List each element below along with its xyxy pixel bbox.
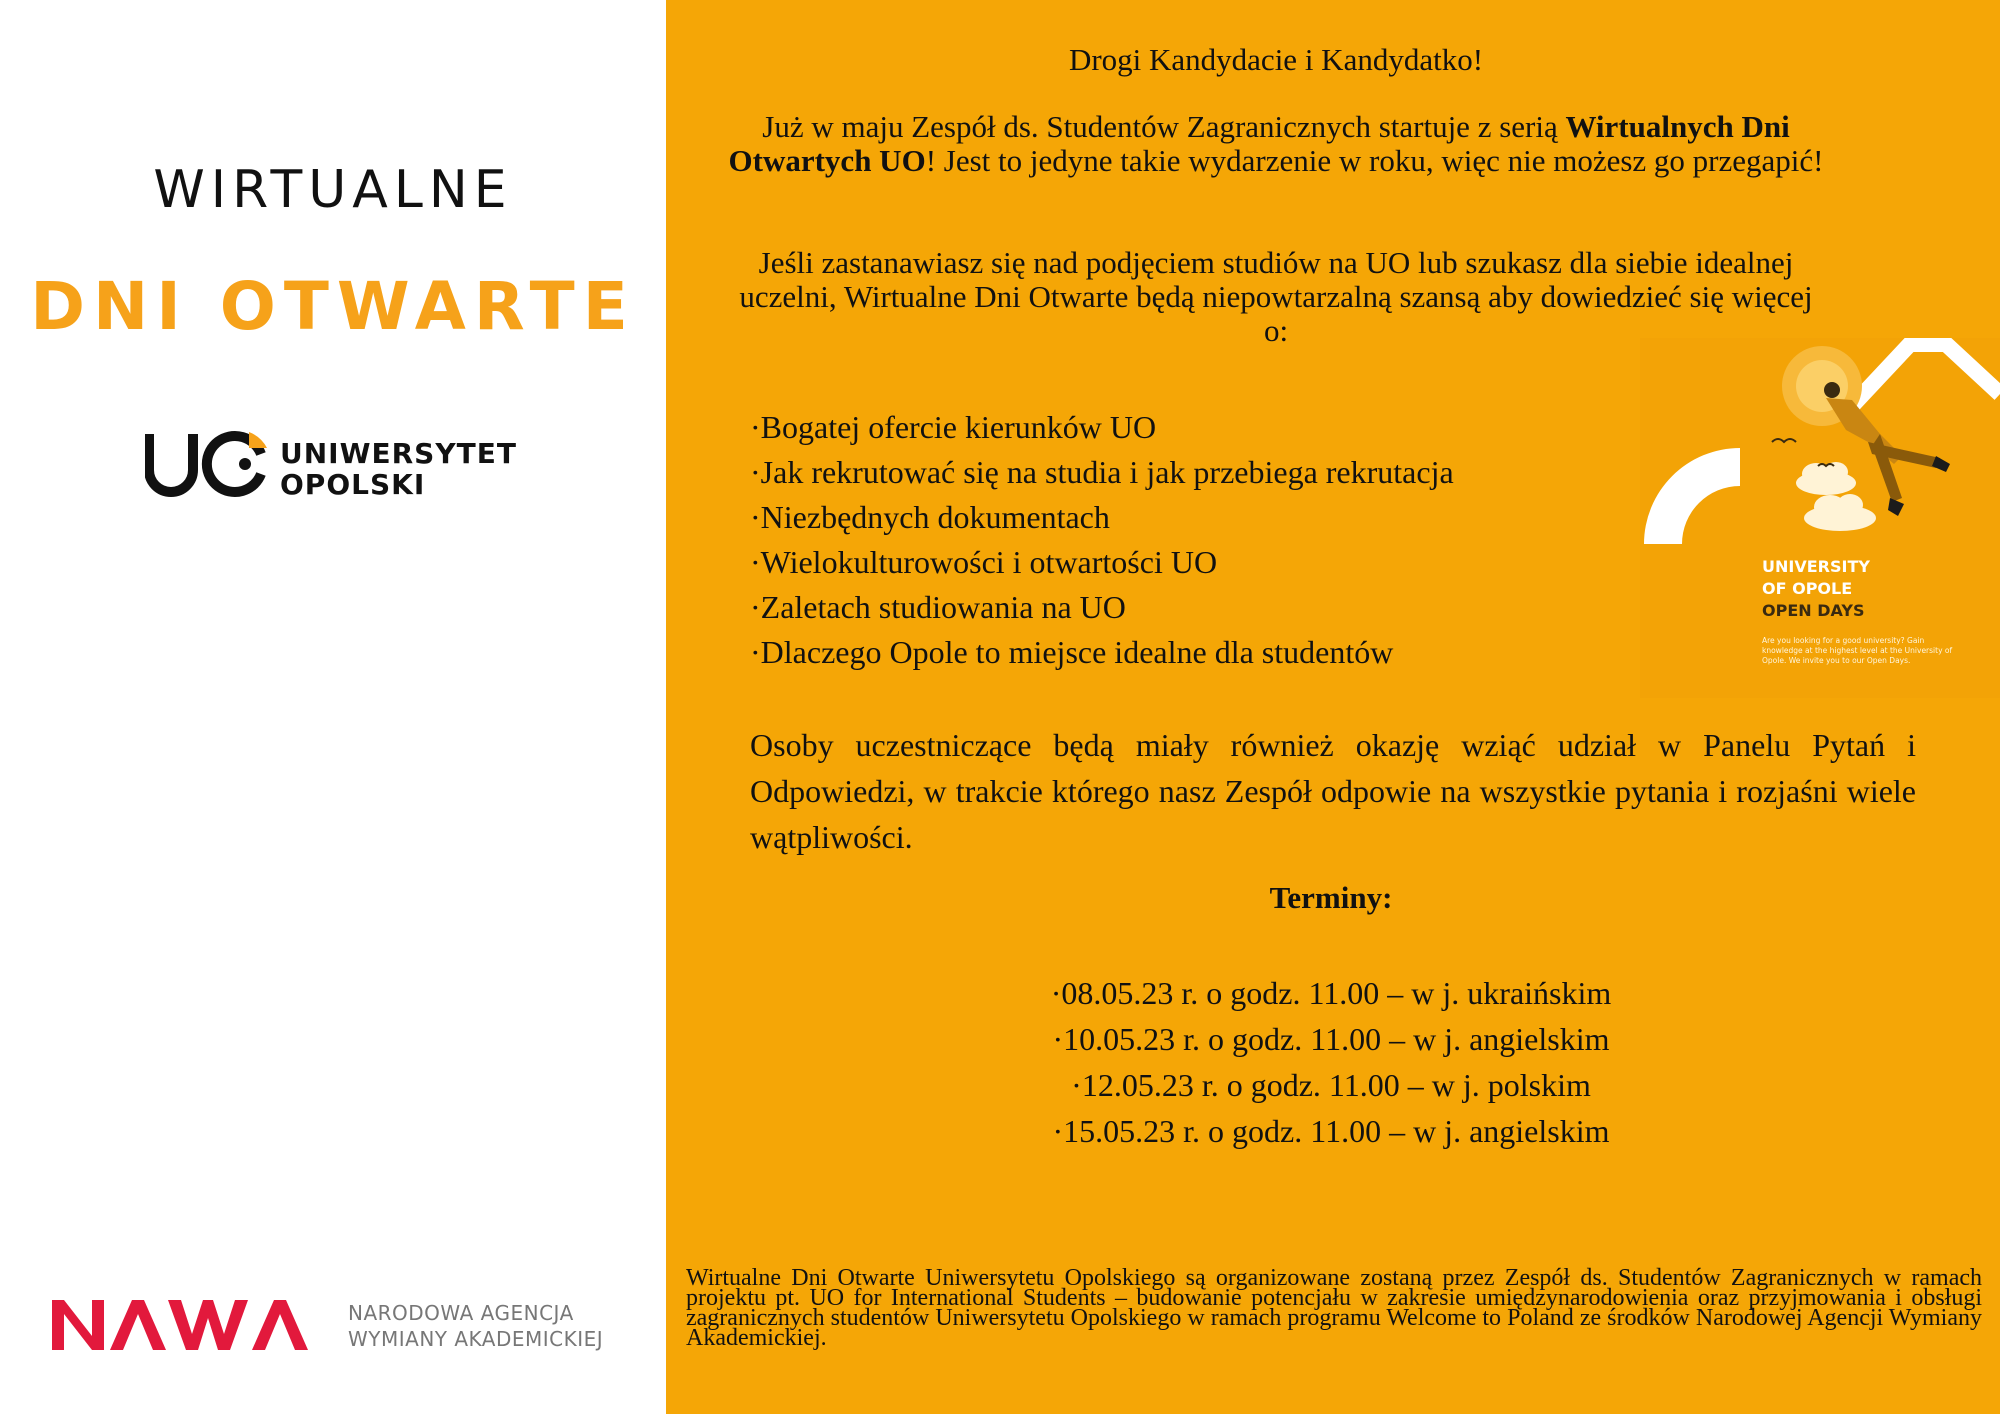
list-item: ·Zaletach studiowania na UO	[750, 589, 1126, 625]
footer-note: Wirtualne Dni Otwarte Uniwersytetu Opolskiego są organizowane zostaną przez Zespół ds. Studentów Zagranicznych w ramach projektu pt. UO for International Students – budowanie potencjału w zakresie umiędzynarodowienia oraz przyjmowania i obsługi zagranicznych studentów Uniwersytetu Opolskiego w ramach programu Welcome to Poland ze środków Narodowej Agencji Wymiany Akademickiej.	[686, 1265, 1982, 1351]
open-days-promo-image	[1640, 338, 2000, 698]
list-item: ·Wielokulturowości i otwartości UO	[750, 544, 1218, 580]
intro-text-a: Już w maju Zespół ds. Studentów Zagranicznych startuje z serią	[762, 109, 1566, 144]
card-title-line1: UNIVERSITY	[1762, 557, 1870, 576]
dates-list	[666, 970, 1996, 1154]
date-item: ·08.05.23 r. o godz. 11.00 – w j. ukraińskim	[1050, 975, 1612, 1011]
nawa-logo-text	[348, 1300, 603, 1352]
date-item: ·10.05.23 r. o godz. 11.00 – w j. angielskim	[1052, 1021, 1610, 1057]
open-days-title	[1762, 556, 1870, 622]
intro-paragraph	[726, 110, 1826, 178]
list-item: ·Dlaczego Opole to miejsce idealne dla studentów	[750, 634, 1394, 670]
card-title-line2: OF OPOLE	[1762, 579, 1853, 598]
heading-wirtualne: WIRTUALNE	[153, 160, 513, 220]
uo-logo-text	[280, 438, 517, 500]
intro-text-b: ! Jest to jedyne takie wydarzenie w roku, więc nie możesz go przegapić!	[925, 143, 1824, 178]
qa-panel-paragraph: Osoby uczestniczące będą miały również okazję wziąć udział w Panelu Pytań i Odpowiedzi, w trakcie którego nasz Zespół odpowie na wszystkie pytania i rozjaśni wiele wątpliwości.	[750, 727, 1916, 855]
date-item: ·12.05.23 r. o godz. 11.00 – w j. polskim	[1071, 1067, 1591, 1103]
greeting: Drogi Kandydacie i Kandydatko!	[1068, 42, 1484, 77]
topics-intro-paragraph: Jeśli zastanawiasz się nad podjęciem studiów na UO lub szukasz dla siebie idealnej uczelni, Wirtualne Dni Otwarte będą niepowtarzalną szansą aby dowiedzieć się więcej o:	[739, 245, 1813, 348]
nawa-line1: NARODOWA AGENCJA	[348, 1301, 574, 1325]
heading-dni-otwarte: DNI OTWARTE	[30, 268, 636, 345]
date-item: ·15.05.23 r. o godz. 11.00 – w j. angielskim	[1052, 1113, 1610, 1149]
nawa-line2: WYMIANY AKADEMICKIEJ	[348, 1327, 604, 1351]
nawa-logo-icon	[52, 1296, 326, 1354]
uo-logo-line1: UNIWERSYTET	[280, 437, 517, 470]
topics-list	[750, 405, 1454, 675]
card-title-line3: OPEN DAYS	[1762, 601, 1865, 620]
right-panel	[666, 0, 2000, 1414]
uo-logo-line2: OPOLSKI	[280, 468, 426, 501]
list-item: ·Bogatej ofercie kierunków UO	[750, 409, 1157, 445]
list-item: ·Jak rekrutować się na studia i jak przebiega rekrutacja	[750, 454, 1454, 490]
dates-heading: Terminy:	[1269, 880, 1393, 915]
list-item: ·Niezbędnych dokumentach	[750, 499, 1110, 535]
left-panel	[0, 0, 666, 1414]
open-days-small-text: Are you looking for a good university? Gain knowledge at the highest level at the University of Opole. We invite you to our Open Days.	[1762, 636, 1953, 665]
intro-bold: Wirtualnych Dni Otwartych UO	[728, 109, 1790, 178]
